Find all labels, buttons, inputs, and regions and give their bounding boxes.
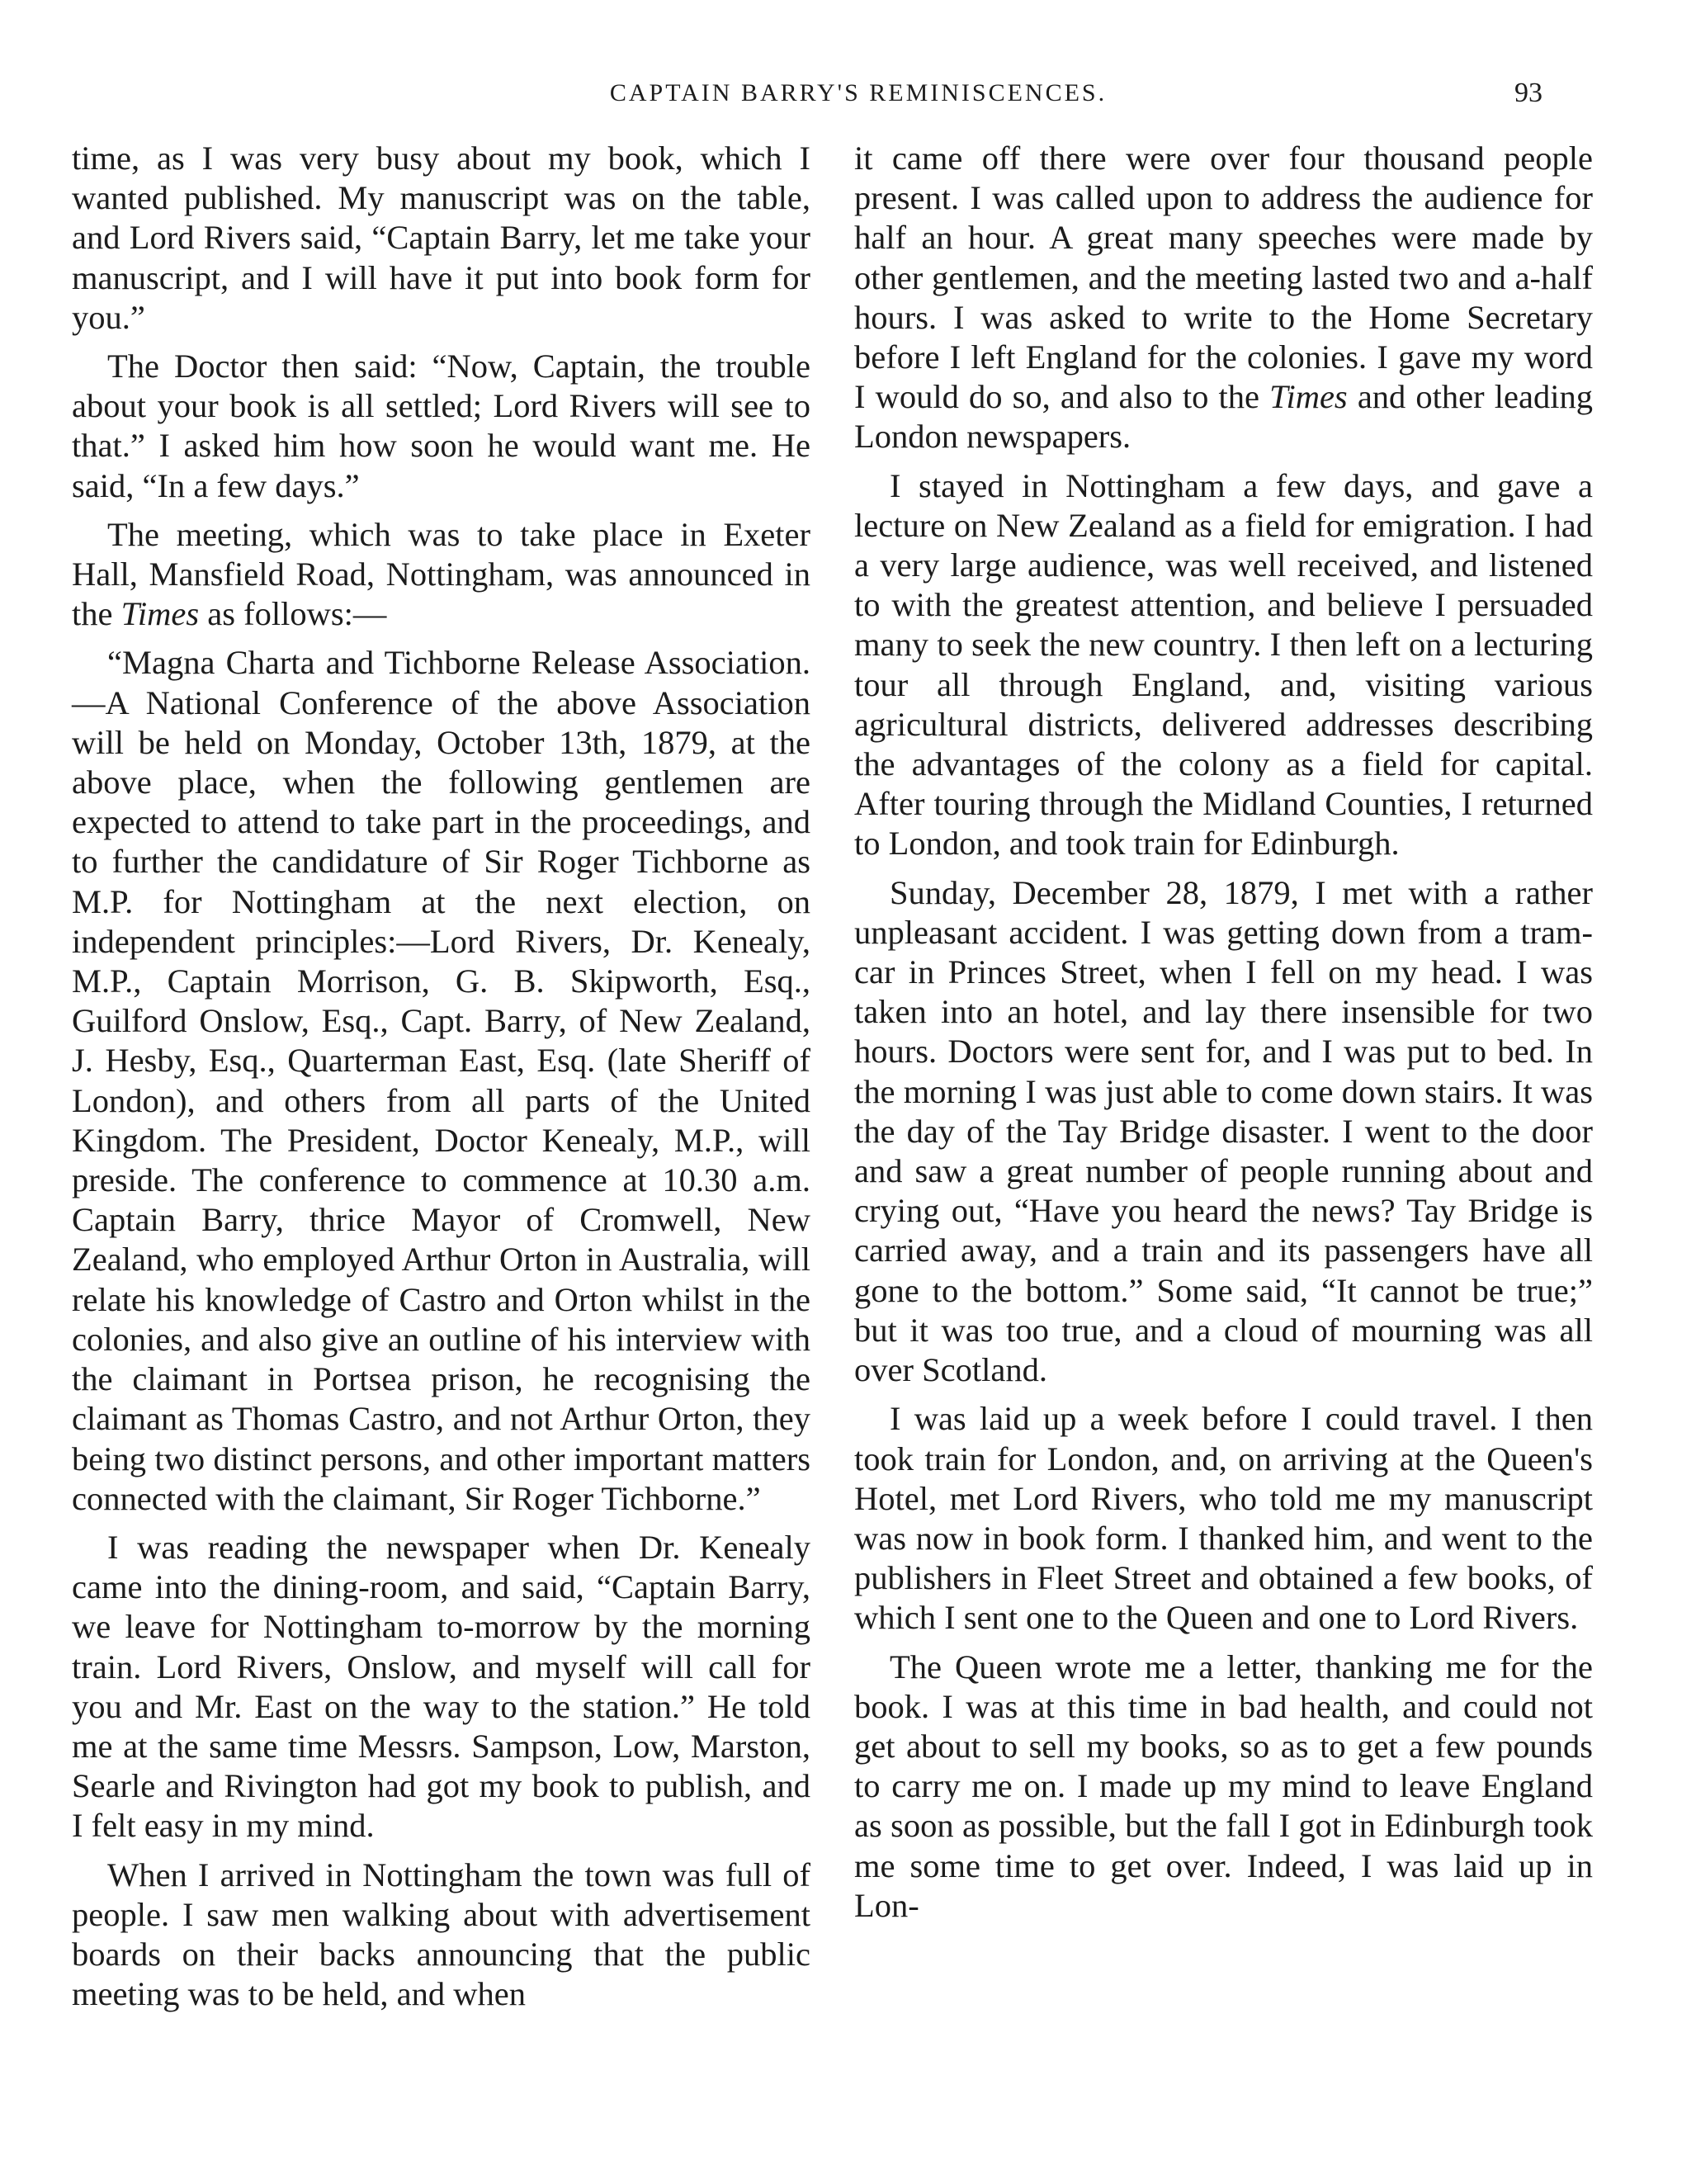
running-title: CAPTAIN BARRY'S REMINISCENCES. (609, 79, 1108, 106)
paragraph-text: and other leading London newspapers. (854, 378, 1593, 456)
paragraph-text: as follows:— (199, 595, 387, 633)
paragraph (854, 139, 1593, 457)
paragraph: The Doctor then said: “Now, Captain, the trouble about your book is all settled; Lord Rivers will see to that.” I asked him how soon he would want me. He said, “In a few days.” (72, 347, 810, 504)
newspaper-title: Times (120, 595, 200, 633)
paragraph-text: The meeting, which was to take place in Exeter Hall, Mansfield Road, Nottingham, was announced in the (72, 515, 810, 633)
paragraph: When I arrived in Nottingham the town was full of people. I saw men walking about with advertisement boards on their backs announcing that the public meeting was to be held, and when (72, 1855, 810, 2013)
paragraph-text: it came off there were over four thousand people present. I was called upon to address the audience for half an hour. A great many speeches were made by other gentlemen, and the meeting lasted two and a-half hours. I was asked to write to the Home Secretary before I left England for the colonies. I gave my word I would do so, and also to the (854, 139, 1593, 416)
paragraph: I was reading the newspaper when Dr. Kenealy came into the dining-room, and said, “Captain Barry, we leave for Nottingham to-morrow by the morning train. Lord Rivers, Onslow, and myself will call for you and Mr. East on the way to the station.” He told me at the same time Messrs. Sampson, Low, Marston, Searle and Rivington had got my book to publish, and I felt easy in my mind. (72, 1528, 810, 1845)
paragraph: time, as I was very busy about my book, which I wanted published. My manuscript was on the table, and Lord Rivers said, “Captain Barry, let me take your manuscript, and I will have it put into book form for you.” (72, 139, 810, 336)
page-number: 93 (1514, 78, 1542, 108)
paragraph: The Queen wrote me a letter, thanking me for the book. I was at this time in bad health, and could not get about to sell my books, so as to get a few pounds to carry me on. I made up my mind to leave England as soon as possible, but the fall I got in Edinburgh took me some time to get over. Indeed, I was laid up in Lon- (854, 1647, 1593, 1924)
newspaper-title: Times (1269, 378, 1348, 416)
quoted-announcement: “Magna Charta and Tichborne Release Association.—A National Conference of the above Association will be held on Monday, October 13th, 1879, at the above place, when the following gentlemen are expected to attend to take part in the proceedings, and to further the candidature of Sir Roger Tichborne as M.P. for Nottingham at the next election, on independent principles:—Lord Rivers, Dr. Kenealy, M.P., Captain Morrison, G. B. Skipworth, Esq., Guilford Onslow, Esq., Capt. Barry, of New Zealand, J. Hesby, Esq., Quarterman East, Esq. (late Sheriff of London), and others from all parts of the United Kingdom. The President, Doctor Kenealy, M.P., will preside. The conference to commence at 10.30 a.m. Captain Barry, thrice Mayor of Cromwell, New Zealand, who employed Arthur Orton in Australia, will relate his knowledge of Castro and Orton whilst in the colonies, and also give an outline of his interview with the claimant in Portsea prison, he recognising the claimant as Thomas Castro, and not Arthur Orton, they being two distinct persons, and other important matters connected with the claimant, Sir Roger Tichborne.” (72, 644, 810, 1517)
paragraph: I stayed in Nottingham a few days, and gave a lecture on New Zealand as a field for emigration. I had a very large audience, was well received, and listened to with the greatest attention, and believe I persuaded many to seek the new country. I then left on a lecturing tour all through England, and, visiting various agricultural districts, delivered addresses describing the advantages of the colony as a field for capital. After touring through the Midland Counties, I returned to London, and took train for Edinburgh. (854, 466, 1593, 863)
paragraph (72, 515, 810, 635)
paragraph: I was laid up a week before I could travel. I then took train for London, and, on arriving at the Queen's Hotel, met Lord Rivers, who told me my manuscript was now in book form. I thanked him, and went to the publishers in Fleet Street and obtained a few books, of which I sent one to the Queen and one to Lord Rivers. (854, 1400, 1593, 1637)
right-column (854, 139, 1593, 1935)
paragraph: Sunday, December 28, 1879, I met with a rather unpleasant accident. I was getting down from a tram-car in Princes Street, when I fell on my head. I was taken into an hotel, and lay there insensible for two hours. Doctors were sent for, and I was put to bed. In the morning I was just able to come down stairs. It was the day of the Tay Bridge disaster. I went to the door and saw a great number of people running about and crying out, “Have you heard the news? Tay Bridge is carried away, and a train and its passengers have all gone to the bottom.” Some said, “It cannot be true;” but it was too true, and a cloud of mourning was all over Scotland. (854, 873, 1593, 1389)
left-column (72, 139, 810, 2023)
